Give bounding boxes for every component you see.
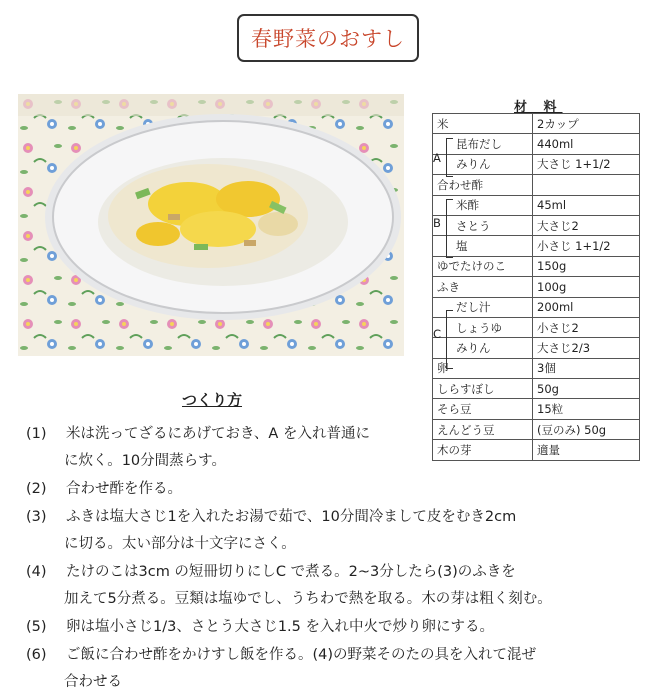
- ingredient-name: 合わせ酢: [433, 175, 533, 195]
- ingredient-amount: 100g: [533, 277, 640, 297]
- step-1: [26, 424, 370, 444]
- step-number: (3): [26, 509, 47, 525]
- ingredient-amount: 45ml: [533, 195, 640, 215]
- step-number: (1): [26, 426, 47, 442]
- ingredient-name: だし汁: [433, 297, 533, 317]
- step-4-continued: 加えて5分煮る。豆類は塩ゆでし、うちわで熱を取る。木の芽は粗く刻む。: [64, 591, 552, 607]
- ingredient-name: 卵: [433, 358, 533, 378]
- ingredient-row: [433, 134, 640, 154]
- ingredient-name: ゆでたけのこ: [433, 256, 533, 276]
- ingredient-row: [433, 175, 640, 195]
- ingredient-name: しらすぼし: [433, 379, 533, 399]
- ingredient-amount: 200ml: [533, 297, 640, 317]
- ingredient-amount: 440ml: [533, 134, 640, 154]
- step-text: ご飯に合わせ酢をかけすし飯を作る。(4)の野菜そのたの具を入れて混ぜ: [66, 647, 537, 663]
- ingredient-name: 木の芽: [433, 440, 533, 460]
- ingredient-amount: 大さじ2/3: [533, 338, 640, 358]
- ingredient-amount: 適量: [533, 440, 640, 460]
- ingredient-row: [433, 195, 640, 215]
- ingredient-row: [433, 419, 640, 439]
- ingredient-amount: 50g: [533, 379, 640, 399]
- dish-illustration: [18, 94, 404, 356]
- ingredient-name: ふき: [433, 277, 533, 297]
- ingredient-row: [433, 256, 640, 276]
- ingredient-amount: 15粒: [533, 399, 640, 419]
- step-number: (6): [26, 647, 47, 663]
- ingredient-row: [433, 236, 640, 256]
- step-4: [26, 562, 516, 582]
- ingredient-name: えんどう豆: [433, 419, 533, 439]
- ingredient-name: 塩: [433, 236, 533, 256]
- recipe-title: 春野菜のおすし: [237, 14, 419, 62]
- ingredients-heading: 材 料: [514, 100, 563, 115]
- ingredient-row: [433, 215, 640, 235]
- ingredient-amount: 小さじ2: [533, 317, 640, 337]
- ingredient-name: しょうゆ: [433, 317, 533, 337]
- ingredient-row: [433, 277, 640, 297]
- step-text: ふきは塩大さじ1を入れたお湯で茹で、10分間冷まして皮をむき2cm: [66, 509, 517, 525]
- group-bracket-c: [446, 310, 453, 369]
- ingredient-row: [433, 358, 640, 378]
- ingredient-row: [433, 338, 640, 358]
- ingredient-name: そら豆: [433, 399, 533, 419]
- step-text: たけのこは3cm の短冊切りにしC で煮る。2~3分したら(3)のふきを: [66, 564, 516, 580]
- ingredient-amount: 大さじ 1+1/2: [533, 154, 640, 174]
- step-text: 合わせ酢を作る。: [66, 481, 182, 497]
- step-3-continued: に切る。太い部分は十文字にさく。: [64, 536, 296, 552]
- step-number: (2): [26, 481, 47, 497]
- ingredient-amount: 3個: [533, 358, 640, 378]
- ingredient-row: [433, 440, 640, 460]
- group-label-a: A: [433, 151, 441, 165]
- group-bracket-b: [446, 199, 453, 258]
- ingredient-amount: 2カップ: [533, 114, 640, 134]
- step-text: 米は洗ってざるにあげておき、A を入れ普通に: [66, 426, 370, 442]
- ingredient-name: さとう: [433, 215, 533, 235]
- step-1-continued: に炊く。10分間蒸らす。: [64, 453, 226, 469]
- ingredient-name: 米酢: [433, 195, 533, 215]
- step-text: 卵は塩小さじ1/3、さとう大さじ1.5 を入れ中火で炒り卵にする。: [66, 619, 495, 635]
- step-5: [26, 617, 494, 637]
- steps-heading: つくり方: [182, 391, 243, 409]
- ingredient-row: [433, 154, 640, 174]
- ingredients-table: [432, 113, 640, 461]
- group-label-c: C: [433, 327, 442, 341]
- dish-photo: [18, 94, 404, 356]
- ingredient-name: 昆布だし: [433, 134, 533, 154]
- ingredient-amount: 150g: [533, 256, 640, 276]
- ingredient-name: 米: [433, 114, 533, 134]
- step-number: (5): [26, 619, 47, 635]
- ingredient-amount: 大さじ2: [533, 215, 640, 235]
- ingredient-amount: 小さじ 1+1/2: [533, 236, 640, 256]
- step-number: (4): [26, 564, 47, 580]
- step-3: [26, 507, 516, 527]
- ingredient-row: [433, 114, 640, 134]
- ingredient-amount: (豆のみ) 50g: [533, 419, 640, 439]
- group-label-b: B: [433, 216, 441, 230]
- ingredient-name: みりん: [433, 154, 533, 174]
- step-2: [26, 479, 182, 499]
- group-bracket-a: [446, 138, 453, 177]
- ingredient-row: [433, 297, 640, 317]
- ingredient-name: みりん: [433, 338, 533, 358]
- ingredient-row: [433, 379, 640, 399]
- step-6-continued: 合わせる: [64, 674, 122, 690]
- ingredient-amount: [533, 175, 640, 195]
- ingredient-row: [433, 317, 640, 337]
- step-6: [26, 645, 536, 665]
- ingredient-row: [433, 399, 640, 419]
